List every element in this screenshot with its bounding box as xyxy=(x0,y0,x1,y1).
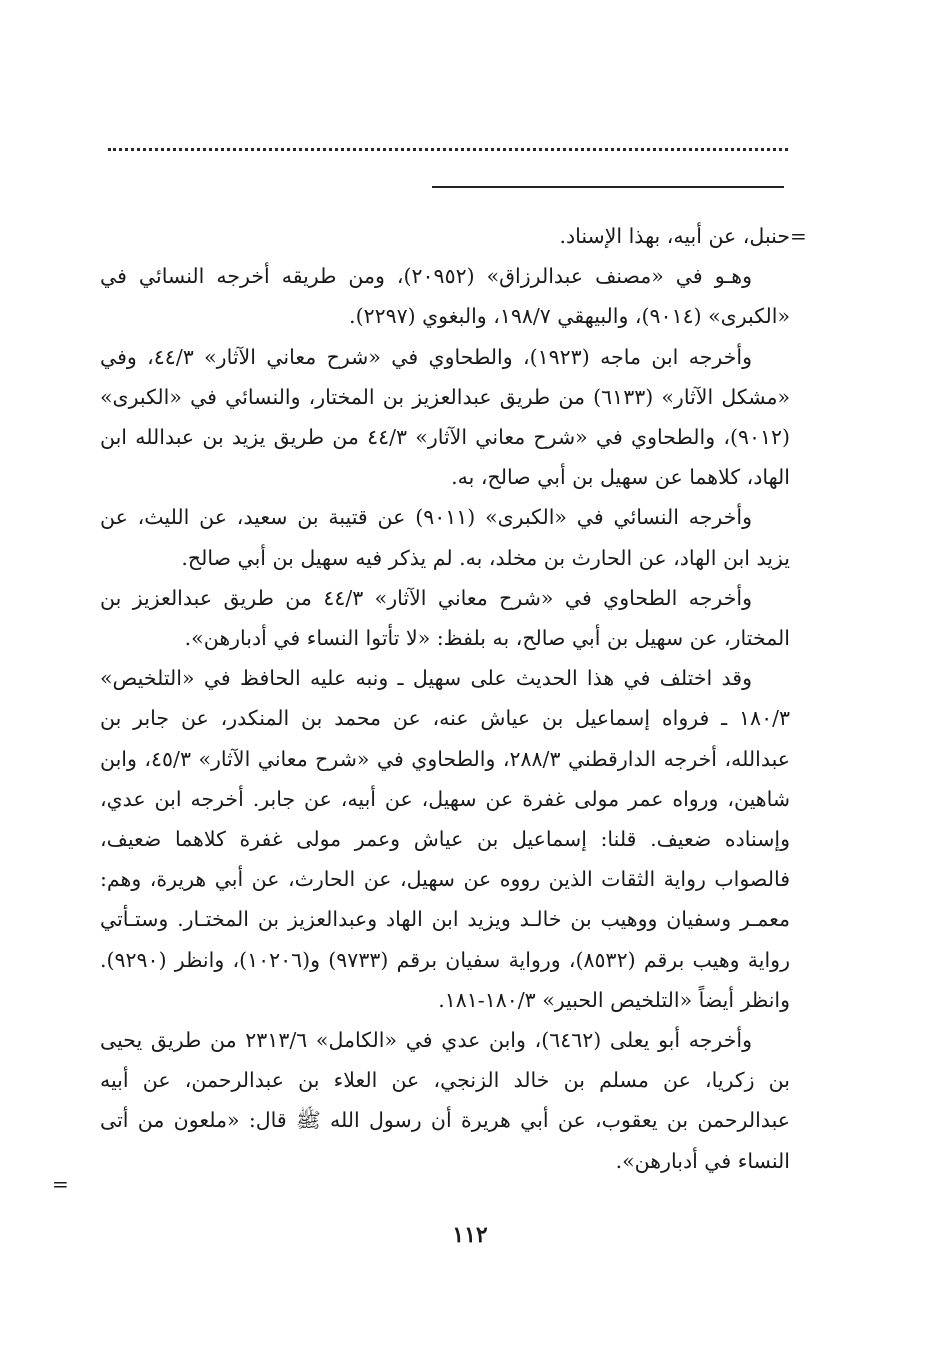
footnote-text xyxy=(100,216,790,1181)
page-number: ١١٢ xyxy=(452,1222,488,1248)
dotted-separator xyxy=(108,148,788,151)
paragraph-1: حنبل، عن أبيه، بهذا الإسناد. xyxy=(559,224,790,248)
paragraph-6: وقد اختلف في هذا الحديث على سهيل ـ ونبه عليه الحافظ في «التلخيص» ١٨٠/٣ ـ فرواه إسماعيل بن عياش عنه، عن محمد بن المنكدر، عن جابر بن عبدالله، أخرجه الدارقطني ٢٨٨/٣، والطحاوي في «شرح معاني الآثار» ٤٥/٣، وابن شاهين، ورواه عمر مولى غفرة عن سهيل، عن أبيه، عن جابر. أخرجه ابن عدي، وإسناده ضعيف. قلنا: إسماعيل بن عياش وعمر مولى غفرة كلاهما ضعيف، فالصواب رواية الثقات الذين رووه عن سهيل، عن الحارث، عن أبي هريرة، وهم: معمـر وسفيان ووهيب بن خالـد ويزيد ابن الهاد وعبدالعزيز بن المختـار. وستـأتي رواية وهيب برقم (٨٥٣٢)، ورواية سفيان برقم (٩٧٣٣) و(١٠٢٠٦)، وانظر (٩٢٩٠). وانظر أيضاً «التلخيص الحبير» ١٨٠/٣-١٨١. xyxy=(100,666,791,1012)
paragraph-2: وهـو في «مصنف عبدالرزاق» (٢٠٩٥٢)، ومن طريقه أخرجه النسائي في «الكبرى» (٩٠١٤)، والبيهقي ١٩٨/٧، والبغوي (٢٢٩٧). xyxy=(100,264,790,329)
paragraph-4: وأخرجه النسائي في «الكبرى» (٩٠١١) عن قتيبة بن سعيد، عن الليث، عن يزيد ابن الهاد، عن الحارث بن مخلد، به. لم يذكر فيه سهيل بن أبي صالح. xyxy=(100,505,790,570)
paragraph-3: وأخرجه ابن ماجه (١٩٢٣)، والطحاوي في «شرح معاني الآثار» ٤٤/٣، وفي «مشكل الآثار» (٦١٣٣) من طريق عبدالعزيز بن المختار، والنسائي في «الكبرى» (٩٠١٢)، والطحاوي في «شرح معاني الآثار» ٤٤/٣ من طريق يزيد بن عبدالله ابن الهاد، كلاهما عن سهيل بن أبي صالح، به. xyxy=(100,344,791,490)
continuation-marker-bottom: = xyxy=(52,1172,69,1196)
continuation-marker-top: = xyxy=(790,224,807,248)
footnote-rule xyxy=(432,186,784,188)
paragraph-7: وأخرجه أبو يعلى (٦٤٦٢)، وابن عدي في «الكامل» ٢٣١٣/٦ من طريق يحيى بن زكريا، عن مسلم بن خالد الزنجي، عن العلاء بن عبدالرحمن، عن أبيه عبدالرحمن بن يعقوب، عن أبي هريرة أن رسول الله ﷺ قال: «ملعون من أتى النساء في أدبارهن». xyxy=(100,1028,790,1173)
paragraph-5: وأخرجه الطحاوي في «شرح معاني الآثار» ٤٤/٣ من طريق عبدالعزيز بن المختار، عن سهيل بن أبي صالح، به بلفظ: «لا تأتوا النساء في أدبارهن». xyxy=(100,585,790,651)
